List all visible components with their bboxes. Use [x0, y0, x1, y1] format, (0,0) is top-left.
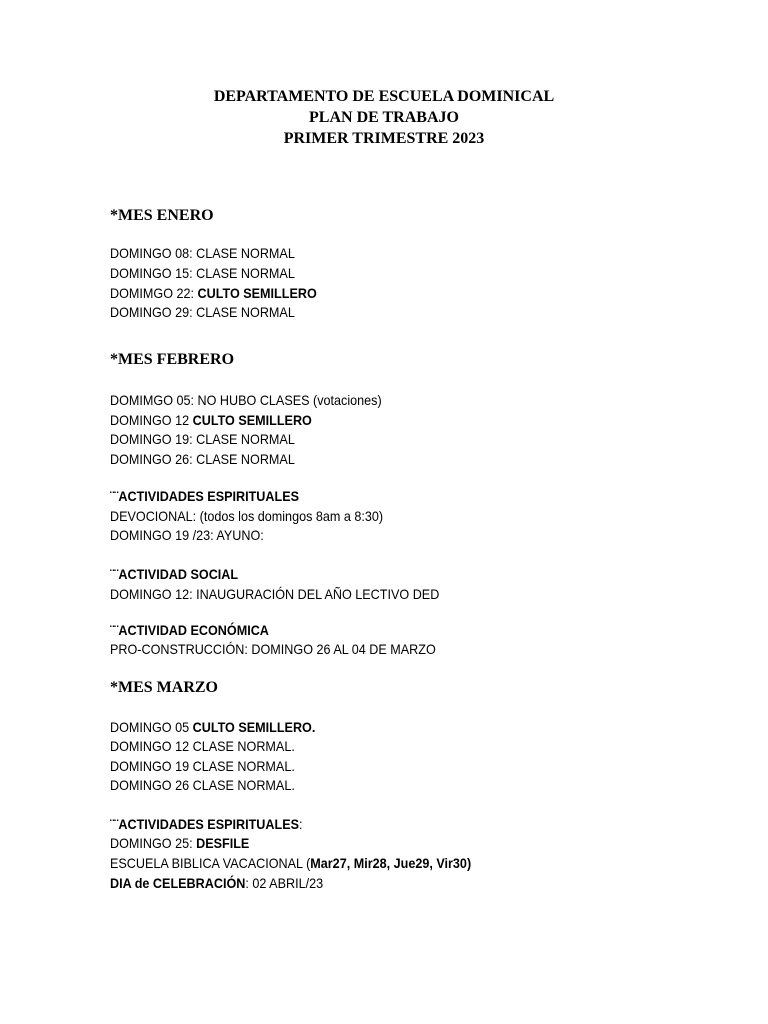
subsection-title-text: ¨¨ACTIVIDADES ESPIRITUALES — [110, 816, 300, 832]
list-item: PRO-CONSTRUCCIÓN: DOMINGO 26 AL 04 DE MARZO — [110, 641, 436, 657]
list-item-text: DOMINGO 05 — [110, 719, 193, 735]
section-title-marzo: *MES MARZO — [110, 679, 218, 696]
document-header — [0, 86, 768, 149]
list-item: DOMINGO 08: CLASE NORMAL — [110, 245, 295, 261]
list-item: DOMIMGO 05: NO HUBO CLASES (votaciones) — [110, 392, 382, 408]
list-item-highlight: CULTO SEMILLERO — [197, 285, 317, 301]
list-item — [110, 718, 315, 738]
list-item-text: DOMINGO 25: — [110, 835, 197, 851]
list-item: DOMINGO 12 CLASE NORMAL. — [110, 738, 295, 754]
section-title-enero: *MES ENERO — [110, 207, 214, 224]
list-item: DOMINGO 29: CLASE NORMAL — [110, 304, 295, 320]
list-item: DOMINGO 19 /23: AYUNO: — [110, 527, 264, 543]
subsection-title-espirituales: ¨¨ACTIVIDADES ESPIRITUALES — [110, 488, 300, 504]
list-item-text: : 02 ABRIL/23 — [245, 875, 324, 891]
list-item-highlight: CULTO SEMILLERO. — [192, 719, 316, 735]
list-item-highlight: Mar27, Mir28, Jue29, Vir30) — [310, 855, 472, 871]
list-item: DOMINGO 12: INAUGURACIÓN DEL AÑO LECTIVO DED — [110, 586, 440, 602]
subsection-title-espirituales-marzo — [110, 815, 303, 835]
list-item: DOMINGO 26: CLASE NORMAL — [110, 451, 295, 467]
list-item: DOMINGO 15: CLASE NORMAL — [110, 265, 295, 281]
header-quarter: PRIMER TRIMESTRE 2023 — [283, 130, 485, 147]
subsection-title-economica: ¨¨ACTIVIDAD ECONÓMICA — [110, 622, 269, 638]
list-item: DOMINGO 26 CLASE NORMAL. — [110, 777, 295, 793]
list-item — [110, 874, 323, 894]
header-department: DEPARTAMENTO DE ESCUELA DOMINICAL — [213, 88, 555, 105]
list-item — [110, 284, 317, 304]
list-item-text: ESCUELA BIBLICA VACACIONAL ( — [110, 855, 311, 871]
list-item — [110, 834, 249, 854]
list-item-highlight: DESFILE — [196, 835, 250, 851]
list-item-text: DOMINGO 12 — [110, 412, 193, 428]
header-plan: PLAN DE TRABAJO — [309, 109, 459, 126]
list-item-text: DOMIMGO 22: — [110, 285, 198, 301]
list-item: DOMINGO 19: CLASE NORMAL — [110, 431, 295, 447]
list-item-highlight: CULTO SEMILLERO — [192, 412, 312, 428]
section-title-febrero: *MES FEBRERO — [110, 351, 235, 368]
subsection-title-colon: : — [299, 816, 303, 832]
list-item — [110, 411, 312, 431]
subsection-title-social: ¨¨ACTIVIDAD SOCIAL — [110, 566, 239, 582]
list-item-highlight: DIA de CELEBRACIÓN — [110, 875, 246, 891]
list-item: DOMINGO 19 CLASE NORMAL. — [110, 758, 295, 774]
list-item: DEVOCIONAL: (todos los domingos 8am a 8:30) — [110, 508, 384, 524]
list-item — [110, 854, 471, 874]
